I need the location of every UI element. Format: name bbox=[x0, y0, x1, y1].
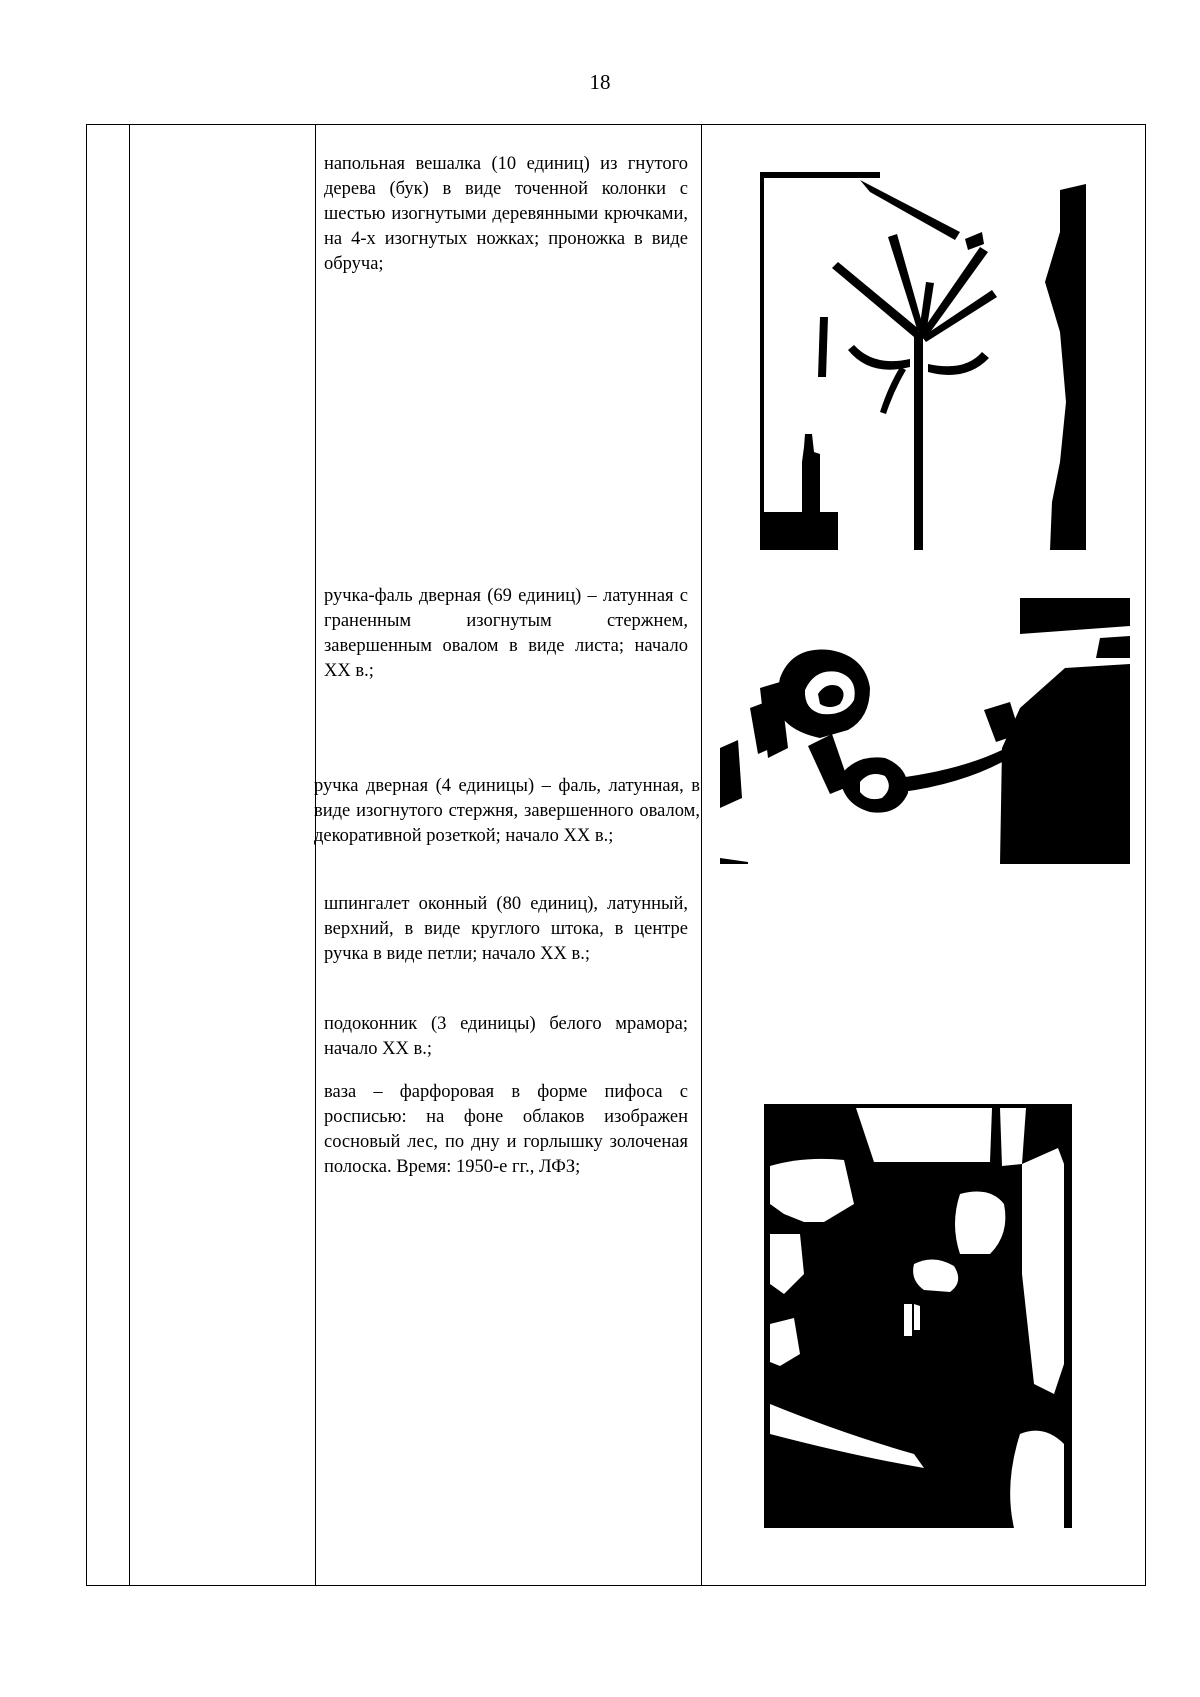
item-description-window-latch: шпингалет оконный (80 единиц), латунный, верхний, в виде круглого штока, в центре ручка в виде петли; начало XX в.; bbox=[324, 894, 688, 964]
column-divider bbox=[129, 125, 130, 1585]
item-description-door-handle-4: ручка дверная (4 единицы) – фаль, латунная, в виде изогнутого стержня, завершенного овалом, декоративной розеткой; начало XX в.; bbox=[314, 776, 700, 846]
item-description-windowsill: подоконник (3 единицы) белого мрамора; начало XX в.; bbox=[324, 1014, 688, 1059]
item-description-vase: ваза – фарфоровая в форме пифоса с росписью: на фоне облаков изображен сосновый лес, по дну и горлышку золоченая полоска. Время: 1950-е гг., ЛФЗ; bbox=[324, 1082, 688, 1177]
page-number: 18 bbox=[589, 70, 611, 94]
door-handle-photo bbox=[720, 598, 1130, 864]
vase-photo bbox=[764, 1104, 1072, 1528]
column-divider bbox=[315, 125, 316, 1585]
column-divider bbox=[701, 125, 702, 1585]
coat-rack-photo bbox=[760, 172, 1086, 550]
item-description-coat-rack: напольная вешалка (10 единиц) из гнутого дерева (бук) в виде точенной колонки с шестью изогнутыми деревянными крючками, на 4-х изогнутых ножках; проножка в виде обруча; bbox=[324, 154, 688, 274]
item-description-door-handle-69: ручка-фаль дверная (69 единиц) – латунная с граненным изогнутым стержнем, завершенным овалом в виде листа; начало XX в.; bbox=[324, 586, 688, 681]
